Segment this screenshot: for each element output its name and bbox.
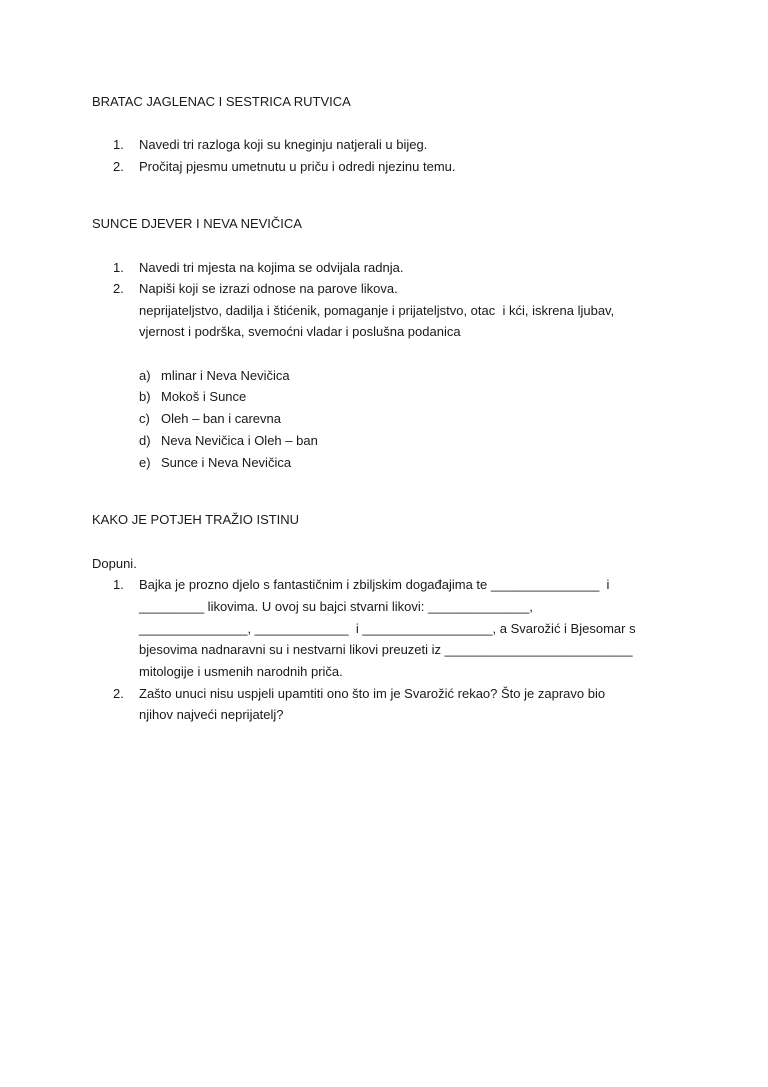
section3-item2-line2: njihov najveći neprijatelj? [139,707,284,722]
section1-item1-text: Navedi tri razloga koji su kneginju natjerali u bijeg. [139,137,428,152]
section3-item1-line2: _________ likovima. U ovoj su bajci stvarni likovi: ______________, [139,599,533,614]
section2-item2-number: 2. [113,281,124,296]
pair-b-letter: b) [139,389,151,404]
section2-terms-line1: neprijateljstvo, dadilja i štićenik, pomaganje i prijateljstvo, otac i kći, iskrena ljubav, [139,303,615,318]
section2-item1-number: 1. [113,260,124,275]
section2-terms-line2: vjernost i podrška, svemoćni vladar i poslušna podanica [139,324,461,339]
pair-e-text: Sunce i Neva Nevičica [161,455,292,470]
pair-a-text: mlinar i Neva Nevičica [161,368,290,383]
section3-item2-line1: Zašto unuci nisu uspjeli upamtiti ono što im je Svarožić rekao? Što je zapravo bio [139,686,606,701]
section3-item1-line1: Bajka je prozno djelo s fantastičnim i zbiljskim događajima te _______________ i [139,577,610,592]
section2-title: SUNCE DJEVER I NEVA NEVIČICA [92,216,302,231]
section3-item1-number: 1. [113,577,124,592]
section3-item1-line3: _______________, _____________ i __________________, a Svarožić i Bjesomar s [139,621,636,636]
pair-c-text: Oleh – ban i carevna [161,411,281,426]
section3-item1-line4: bjesovima nadnaravni su i nestvarni likovi preuzeti iz __________________________ [139,642,633,657]
section1-item2-number: 2. [113,159,124,174]
section3-title: KAKO JE POTJEH TRAŽIO ISTINU [92,512,300,527]
section3-instruction: Dopuni. [92,556,137,571]
pair-b-text: Mokoš i Sunce [161,389,247,404]
section3-item1-line5: mitologije i usmenih narodnih priča. [139,664,343,679]
section3-item2-number: 2. [113,686,124,701]
section1-item2-text: Pročitaj pjesmu umetnutu u priču i odredi njezinu temu. [139,159,456,174]
pair-a-letter: a) [139,368,151,383]
pair-c-letter: c) [139,411,150,426]
section2-item1-text: Navedi tri mjesta na kojima se odvijala radnja. [139,260,404,275]
section1-title: BRATAC JAGLENAC I SESTRICA RUTVICA [92,94,351,109]
pair-d-letter: d) [139,433,151,448]
pair-e-letter: e) [139,455,151,470]
section2-item2-text: Napiši koji se izrazi odnose na parove likova. [139,281,398,296]
section1-item1-number: 1. [113,137,124,152]
pair-d-text: Neva Nevičica i Oleh – ban [161,433,318,448]
